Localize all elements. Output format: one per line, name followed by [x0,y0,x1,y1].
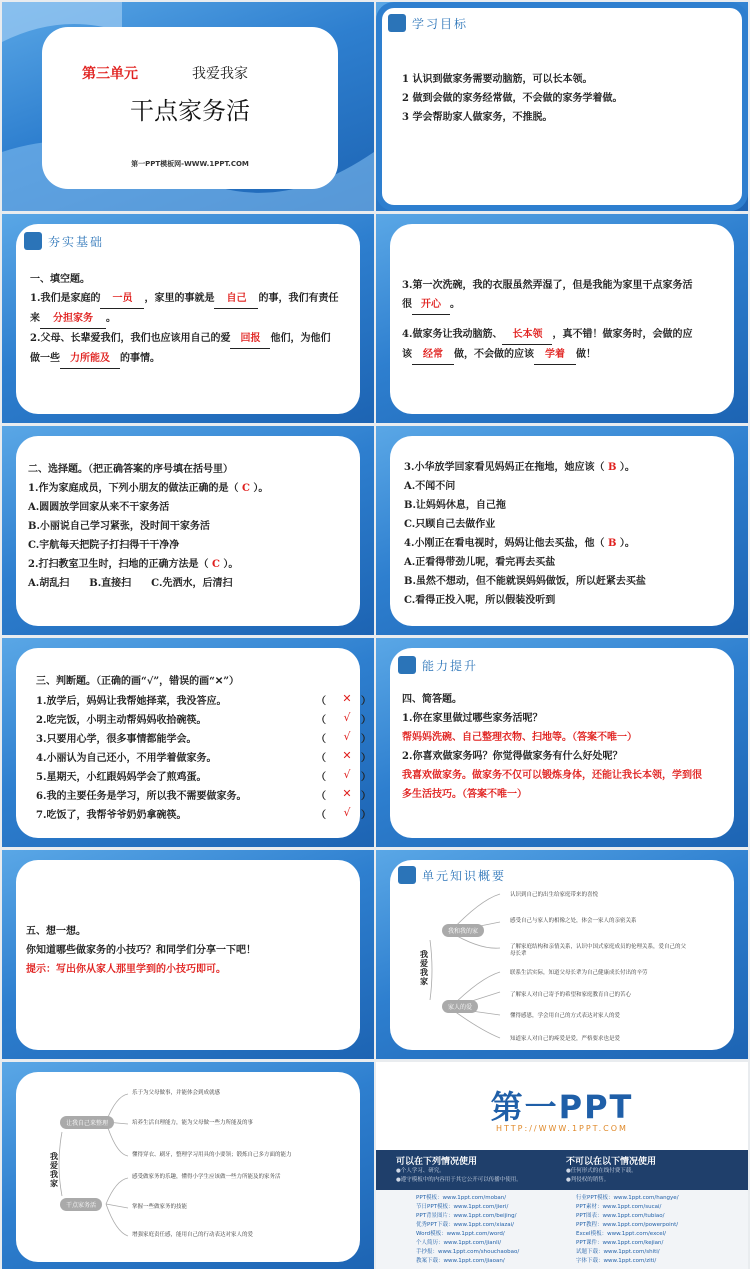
content-card [16,860,360,1050]
answer-blank: 经常 [412,345,454,365]
resource-link[interactable]: 优秀PPT下载：www.1ppt.com/xiazai/ [416,1222,515,1228]
content-card [16,648,371,838]
statement: 2.吃完饭，小明主动帮妈妈收拾碗筷。 [36,715,207,726]
true-false-list [16,692,371,825]
fill-questions: 3.第一次洗碗，我的衣服虽然弄湿了，但是我能为家里干点家务活 很 开心 。 4.做家务让我动脑筋、 长本领 ，真不错！做家务时，会做的应 该 经常 做，不会做的应该 学着 做！ [402,276,692,365]
hint-text: 提示：写出你从家人那里学到的小技巧即可。 [26,964,226,975]
mindmap-leaf: 掌握一些做家务的技能 [132,1204,188,1210]
option: B.小丽说自己学习紧张，没时间干家务活 [28,521,210,532]
answer-text: 我喜欢做家务。做家务不仅可以锻炼身体，还能让我长本领，学到很 [402,770,702,781]
think-question: 五、想一想。 你知道哪些做家务的小技巧？和同学们分享一下吧！ 提示：写出你从家人那里学到的小技巧即可。 [26,922,256,979]
section-title: 一、填空题。 [30,274,90,285]
objective-item: 2 做到会做的家务经常做，不会做的家务学着做。 [402,93,623,104]
slide-choice-2[interactable] [376,426,748,635]
true-false-row: 7.吃饭了，我帮爷爷奶奶拿碗筷。 （ √ ） [16,806,360,825]
resource-link[interactable]: 手抄报：www.1ppt.com/shouchaobao/ [416,1249,520,1255]
license-panel: 可以在下列情况使用 ●个人学习、研究。 ●遵守模板中的内容用于其它公开可以传播中使用。 不可以在以下情况使用 ●任何形式的在线付费下载。 ●判侵权的销售。 PPT模板：www.1ppt.com/moban/ 节日PPT模板：www.1ppt.com/jieri/ PPT背景图片：www.1ppt.com/beijing/ 优秀PPT下载：www.1ppt.com/xiazai/ Word模板：www.1ppt.com/word/ 个人简历：www.1ppt.com/jianli/ 手抄报：www.1ppt.com/shouchaobao/ 教案下载：www.1ppt.com/jiaoan/ 行业PPT模板：www.1ppt.com/hangye/ PPT素材：www.1ppt.com/sucai/ PPT图表：www.1ppt.com/tubiao/ PPT教程：www.1ppt.com/powerpoint/ Excel模板：www.1ppt.com/excel/ PPT课件：www.1ppt.com/kejian/ 试题下载：www.1ppt.com/shiti/ 字体下载：www.1ppt.com/ziti/ [376,1150,748,1269]
mindmap-leaf: 了解家人对自己寄予的希望和家庭教育自己的苦心 [510,992,632,998]
slide-think[interactable] [2,850,374,1059]
content-card [390,436,734,626]
resource-link[interactable]: PPT素材：www.1ppt.com/sucai/ [576,1204,662,1210]
mindmap-leaf: 懂得穿衣、刷牙，整理学习用具的小要领；锻炼自己多方面的能力 [132,1152,292,1158]
objective-item: 1 认识到做家务需要动脑筋，可以长本领。 [402,74,593,85]
statement: 7.吃饭了，我帮爷爷奶奶拿碗筷。 [36,810,187,821]
mindmap-leaf: 联系生活实际，知道父母长辈为自己健康成长付出的辛劳 [510,970,648,976]
content-card [16,224,360,414]
statement: 5.星期天，小红跟妈妈学会了煎鸡蛋。 [36,772,207,783]
objectives-list [402,70,622,127]
summary-header: 单元知识概要 [398,866,506,884]
section-title: 三、判断题。（正确的画“√”，错误的画“✕”） [36,676,239,687]
ability-header: 能力提升 [398,656,478,674]
option: A.不闻不问 [404,481,456,492]
answer-blank: 长本领 [502,325,552,345]
resource-link[interactable]: Word模板：www.1ppt.com/word/ [416,1231,505,1237]
statement: 6.我的主要任务是学习，所以我不需要做家务。 [36,791,247,802]
true-false-row: 6.我的主要任务是学习，所以我不需要做家务。 （ ✕ ） [16,787,360,806]
true-false-row: 2.吃完饭，小明主动帮妈妈收拾碗筷。 （ √ ） [16,711,360,730]
mindmap-branch: 家人的爱 [442,1000,478,1013]
mindmap-leaf: 感受做家务的乐趣，懂得小学生应该做一些力所能及的家务活 [132,1174,281,1180]
answer-blank: 力所能及 [60,349,120,369]
slide-fill-blanks-2[interactable] [376,214,748,423]
answer-blank: 分担家务 [40,309,106,329]
objective-item: 3 学会帮助家人做家务，不推脱。 [402,112,553,123]
statement: 4.小丽认为自己还小，不用学着做家务。 [36,753,217,764]
option: A.胡乱扫 B.直接扫 C.先洒水，后清扫 [28,578,233,589]
answer-blank: 学着 [534,345,576,365]
slide-choice-1[interactable] [2,426,374,635]
answer-mark: √ [343,806,351,819]
answer-mark: B [607,462,617,473]
unit-label: 第三单元 [82,66,138,82]
statement: 1.放学后，妈妈让我帮她择菜，我没答应。 [36,696,227,707]
objectives-header: 学习目标 [388,14,468,32]
answer-mark: ✕ [342,787,352,800]
mindmap-leaf: 感受自己与家人的相像之处，体会一家人的亲密关系 [510,918,637,924]
mindmap-leaf: 培养生活自理能力，能为父母做一些力所能及的事 [132,1120,254,1126]
mindmap-lines [390,860,734,1050]
option: A.正看得带劲儿呢，看完再去买盐 [404,557,556,568]
mindmap-leaf: 懂得感恩，学会用自己的方式表达对家人的爱 [510,1013,621,1019]
mindmap-leaf: 增强家庭责任感，能用自己的行动表达对家人的爱 [132,1232,254,1238]
option: B.让妈妈休息，自己拖 [404,500,506,511]
lesson-label: 我爱我家 [192,66,248,82]
slide-fill-blanks-1[interactable] [2,214,374,423]
answer-mark: B [607,538,617,549]
mindmap-leaf: 知道家人对自己的疼爱是爱，严格要求也是爱 [510,1036,621,1042]
mindmap-branch: 让我自己来整理 [60,1116,114,1129]
slide-mindmap-2[interactable] [2,1062,374,1269]
slide-title[interactable] [2,2,374,211]
resource-link[interactable]: PPT课件：www.1ppt.com/kejian/ [576,1240,664,1246]
option: C.只顾自己去做作业 [404,519,496,530]
choice-questions: 二、选择题。（把正确答案的序号填在括号里） 1.作为家庭成员，下列小朋友的做法正确的是（ C ）。 A.圆圆放学回家从来不干家务活 B.小丽说自己学习紧张，没时间干家务活 C.宇航每天把院子打扫得干干净净 2.打扫教室卫生时，扫地的正确方法是（ C ）。 A.胡乱扫 B.直接扫 C.先洒水，后清扫 [28,460,268,593]
resource-link[interactable]: 教案下载：www.1ppt.com/jiaoan/ [416,1258,505,1264]
answer-blank: 一员 [100,289,144,309]
section-title: 五、想一想。 [26,926,86,937]
answer-mark: √ [343,768,351,781]
answer-text: 多生活技巧。（答案不唯一） [402,789,527,800]
brand-logo: 第一PPT [490,1088,634,1126]
answer-blank: 回报 [230,329,270,349]
resource-link[interactable]: PPT背景图片：www.1ppt.com/beijing/ [416,1213,517,1219]
resource-link[interactable]: 试题下载：www.1ppt.com/shiti/ [576,1249,660,1255]
slide-true-false[interactable] [2,638,374,847]
mindmap-leaf: 乐于为父母做事，并能体会到成就感 [132,1090,221,1096]
links-area [376,1190,748,1269]
answer-mark: √ [343,711,351,724]
content-card [16,436,360,626]
answer-mark: C [211,559,220,570]
content-card [390,860,734,1050]
resource-link[interactable]: PPT教程：www.1ppt.com/powerpoint/ [576,1222,679,1228]
answer-blank: 自己 [214,289,258,309]
fill-questions: 一、填空题。 1.我们是家庭的 一员 ，家里的事就是 自己 的事，我们有责任 来 分担家务 。 2.父母、长辈爱我们，我们也应该用自己的爱 回报 他们，为他们 做一些 力所能及 的事情。 [30,270,338,369]
title-card [42,27,338,189]
answer-blank: 开心 [412,295,450,315]
answer-text: 帮妈妈洗碗、自己整理衣物、扫地等。（答案不唯一） [402,732,637,743]
basics-header: 夯实基础 [24,232,104,250]
mindmap-leaf: 认识到自己的出生给家庭带来的喜悦 [510,892,599,898]
page-title: 干点家务活 [130,97,250,125]
header-square-icon [398,656,416,674]
true-false-row: 1.放学后，妈妈让我帮她择菜，我没答应。 （ ✕ ） [16,692,360,711]
resource-link[interactable]: 个人简历：www.1ppt.com/jianli/ [416,1240,502,1246]
section-title: 四、简答题。 [402,694,462,705]
resource-link[interactable]: Excel模板：www.1ppt.com/excel/ [576,1231,667,1237]
slide-objectives[interactable] [376,2,748,211]
mindmap-branch: 干点家务活 [60,1198,102,1211]
slide-mindmap-1[interactable] [376,850,748,1059]
mindmap-leaf: 母长辈 [510,951,527,957]
answer-mark: C [241,483,250,494]
section-title: 二、选择题。（把正确答案的序号填在括号里） [28,464,233,475]
brand-url[interactable]: HTTP://WWW.1PPT.COM [496,1124,628,1133]
answer-mark: √ [343,730,351,743]
answer-mark: ✕ [342,749,352,762]
mindmap-leaf: 了解家庭结构和亲情关系，认识中国式家庭成员的伦理关系，爱自己的父 [510,944,687,950]
answer-mark: ✕ [342,692,352,705]
true-false-row: 5.星期天，小红跟妈妈学会了煎鸡蛋。 （ √ ） [16,768,360,787]
resource-link[interactable]: 字体下载：www.1ppt.com/ziti/ [576,1258,657,1264]
resource-link[interactable]: 节日PPT模板：www.1ppt.com/jieri/ [416,1204,509,1210]
short-questions: 四、简答题。 1.你在家里做过哪些家务活呢？ 帮妈妈洗碗、自己整理衣物、扫地等。（答案不唯一） 2.你喜欢做家务吗？你觉得做家务有什么好处呢？ 我喜欢做家务。做家务不仅可以锻炼身体，还能让我长本领，学到很 多生活技巧。（答案不唯一） [402,690,702,804]
mindmap-root: 我爱我家 [50,1151,58,1188]
statement: 3.只要用心学，很多事情都能学会。 [36,734,197,745]
resource-link[interactable]: 行业PPT模板：www.1ppt.com/hangye/ [576,1195,679,1201]
option: B.虽然不想动，但不能就误妈妈做饭，所以赶紧去买盐 [404,576,646,587]
mindmap-root: 我爱我家 [420,949,428,986]
header-square-icon [24,232,42,250]
resource-link[interactable]: PPT图表：www.1ppt.com/tubiao/ [576,1213,665,1219]
option: A.圆圆放学回家从来不干家务活 [28,502,170,513]
header-square-icon [388,14,406,32]
mindmap-branch: 我和我的家 [442,924,484,937]
content-card [16,1072,360,1262]
slide-short-answer[interactable] [376,638,748,847]
content-card [390,224,734,414]
option: C.宇航每天把院子打扫得干干净净 [28,540,180,551]
true-false-row: 4.小丽认为自己还小，不用学着做家务。 （ ✕ ） [16,749,360,768]
option: C.看得正投入呢，所以假装没听到 [404,595,556,606]
true-false-row: 3.只要用心学，很多事情都能学会。 （ √ ） [16,730,360,749]
site-label: 第一PPT模板网-WWW.1PPT.COM [131,160,249,168]
slide-license[interactable] [376,1062,748,1269]
resource-link[interactable]: PPT模板：www.1ppt.com/moban/ [416,1195,507,1201]
content-card [390,648,734,838]
choice-questions: 3.小华放学回家看见妈妈正在拖地，她应该（ B ）。 A.不闻不问 B.让妈妈休息，自己拖 C.只顾自己去做作业 4.小刚正在看电视时，妈妈让他去买盐，他（ B ）。 A.正看得带劲儿呢，看完再去买盐 B.虽然不想动，但不能就误妈妈做饭，所以赶紧去买盐 C.看得正投入呢，所以假装没听到 [404,458,646,610]
